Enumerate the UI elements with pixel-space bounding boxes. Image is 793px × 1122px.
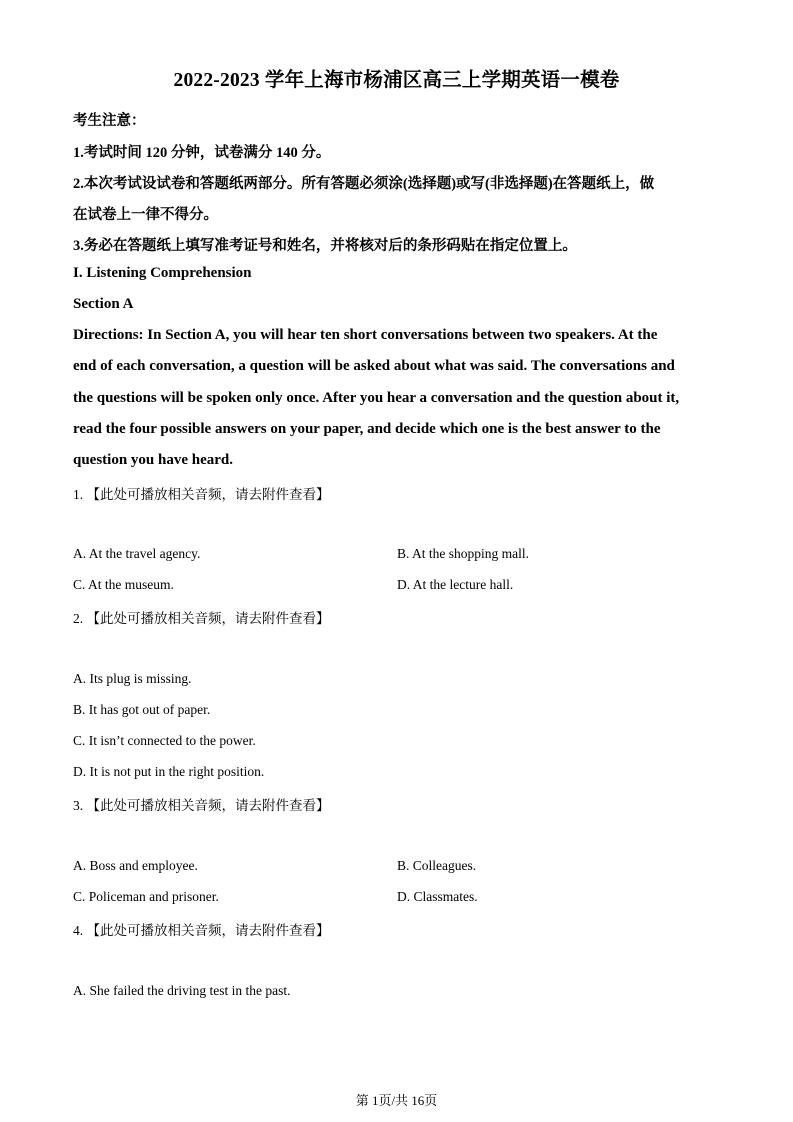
directions-line-2: end of each conversation, a question will be asked about what was said. The conversations and bbox=[73, 358, 675, 374]
question-3-label: 3. 【此处可播放相关音频，请去附件查看】 bbox=[73, 798, 330, 813]
question-2-option-c: C. It isn’t connected to the power. bbox=[73, 733, 256, 748]
question-2-option-a: A. Its plug is missing. bbox=[73, 671, 192, 686]
notice-item-2: 2.本次考试设试卷和答题纸两部分。所有答题必须涂(选择题)或写(非选择题)在答题纸上，做 bbox=[73, 176, 655, 192]
question-4-option-a: A. She failed the driving test in the past. bbox=[73, 983, 291, 998]
question-1-option-d: D. At the lecture hall. bbox=[397, 577, 514, 592]
notice-item-3: 3.务必在答题纸上填写准考证号和姓名，并将核对后的条形码贴在指定位置上。 bbox=[73, 238, 577, 254]
question-2-option-d: D. It is not put in the right position. bbox=[73, 764, 265, 779]
question-2-option-b: B. It has got out of paper. bbox=[73, 702, 211, 717]
question-2-label: 2. 【此处可播放相关音频，请去附件查看】 bbox=[73, 611, 330, 626]
question-1-label: 1. 【此处可播放相关音频，请去附件查看】 bbox=[73, 487, 330, 502]
page-title: 2022-2023 学年上海市杨浦区高三上学期英语一模卷 bbox=[173, 70, 620, 91]
directions-line-3: the questions will be spoken only once. After you hear a conversation and the question about it, bbox=[73, 390, 680, 406]
question-1-option-a: A. At the travel agency. bbox=[73, 546, 201, 561]
question-1-option-c: C. At the museum. bbox=[73, 577, 174, 592]
question-3-option-d: D. Classmates. bbox=[397, 889, 478, 904]
question-3-option-a: A. Boss and employee. bbox=[73, 858, 198, 873]
part-title: I. Listening Comprehension bbox=[73, 265, 252, 281]
directions-line-1: Directions: In Section A, you will hear ten short conversations between two speakers. At the bbox=[73, 327, 658, 343]
section-title: Section A bbox=[73, 296, 134, 312]
directions-line-5: question you have heard. bbox=[73, 452, 234, 468]
question-3-option-c: C. Policeman and prisoner. bbox=[73, 889, 219, 904]
question-3-option-b: B. Colleagues. bbox=[397, 858, 477, 873]
question-1-option-b: B. At the shopping mall. bbox=[397, 546, 530, 561]
question-4-label: 4. 【此处可播放相关音频，请去附件查看】 bbox=[73, 923, 330, 938]
directions-line-4: read the four possible answers on your paper, and decide which one is the best answer to the bbox=[73, 421, 661, 437]
notice-item-1: 1.考试时间 120 分钟，试卷满分 140 分。 bbox=[73, 145, 331, 161]
notice-heading: 考生注意： bbox=[73, 113, 146, 129]
notice-item-2-cont: 在试卷上一律不得分。 bbox=[73, 207, 218, 223]
page-footer: 第 1页/共 16页 bbox=[355, 1093, 438, 1108]
